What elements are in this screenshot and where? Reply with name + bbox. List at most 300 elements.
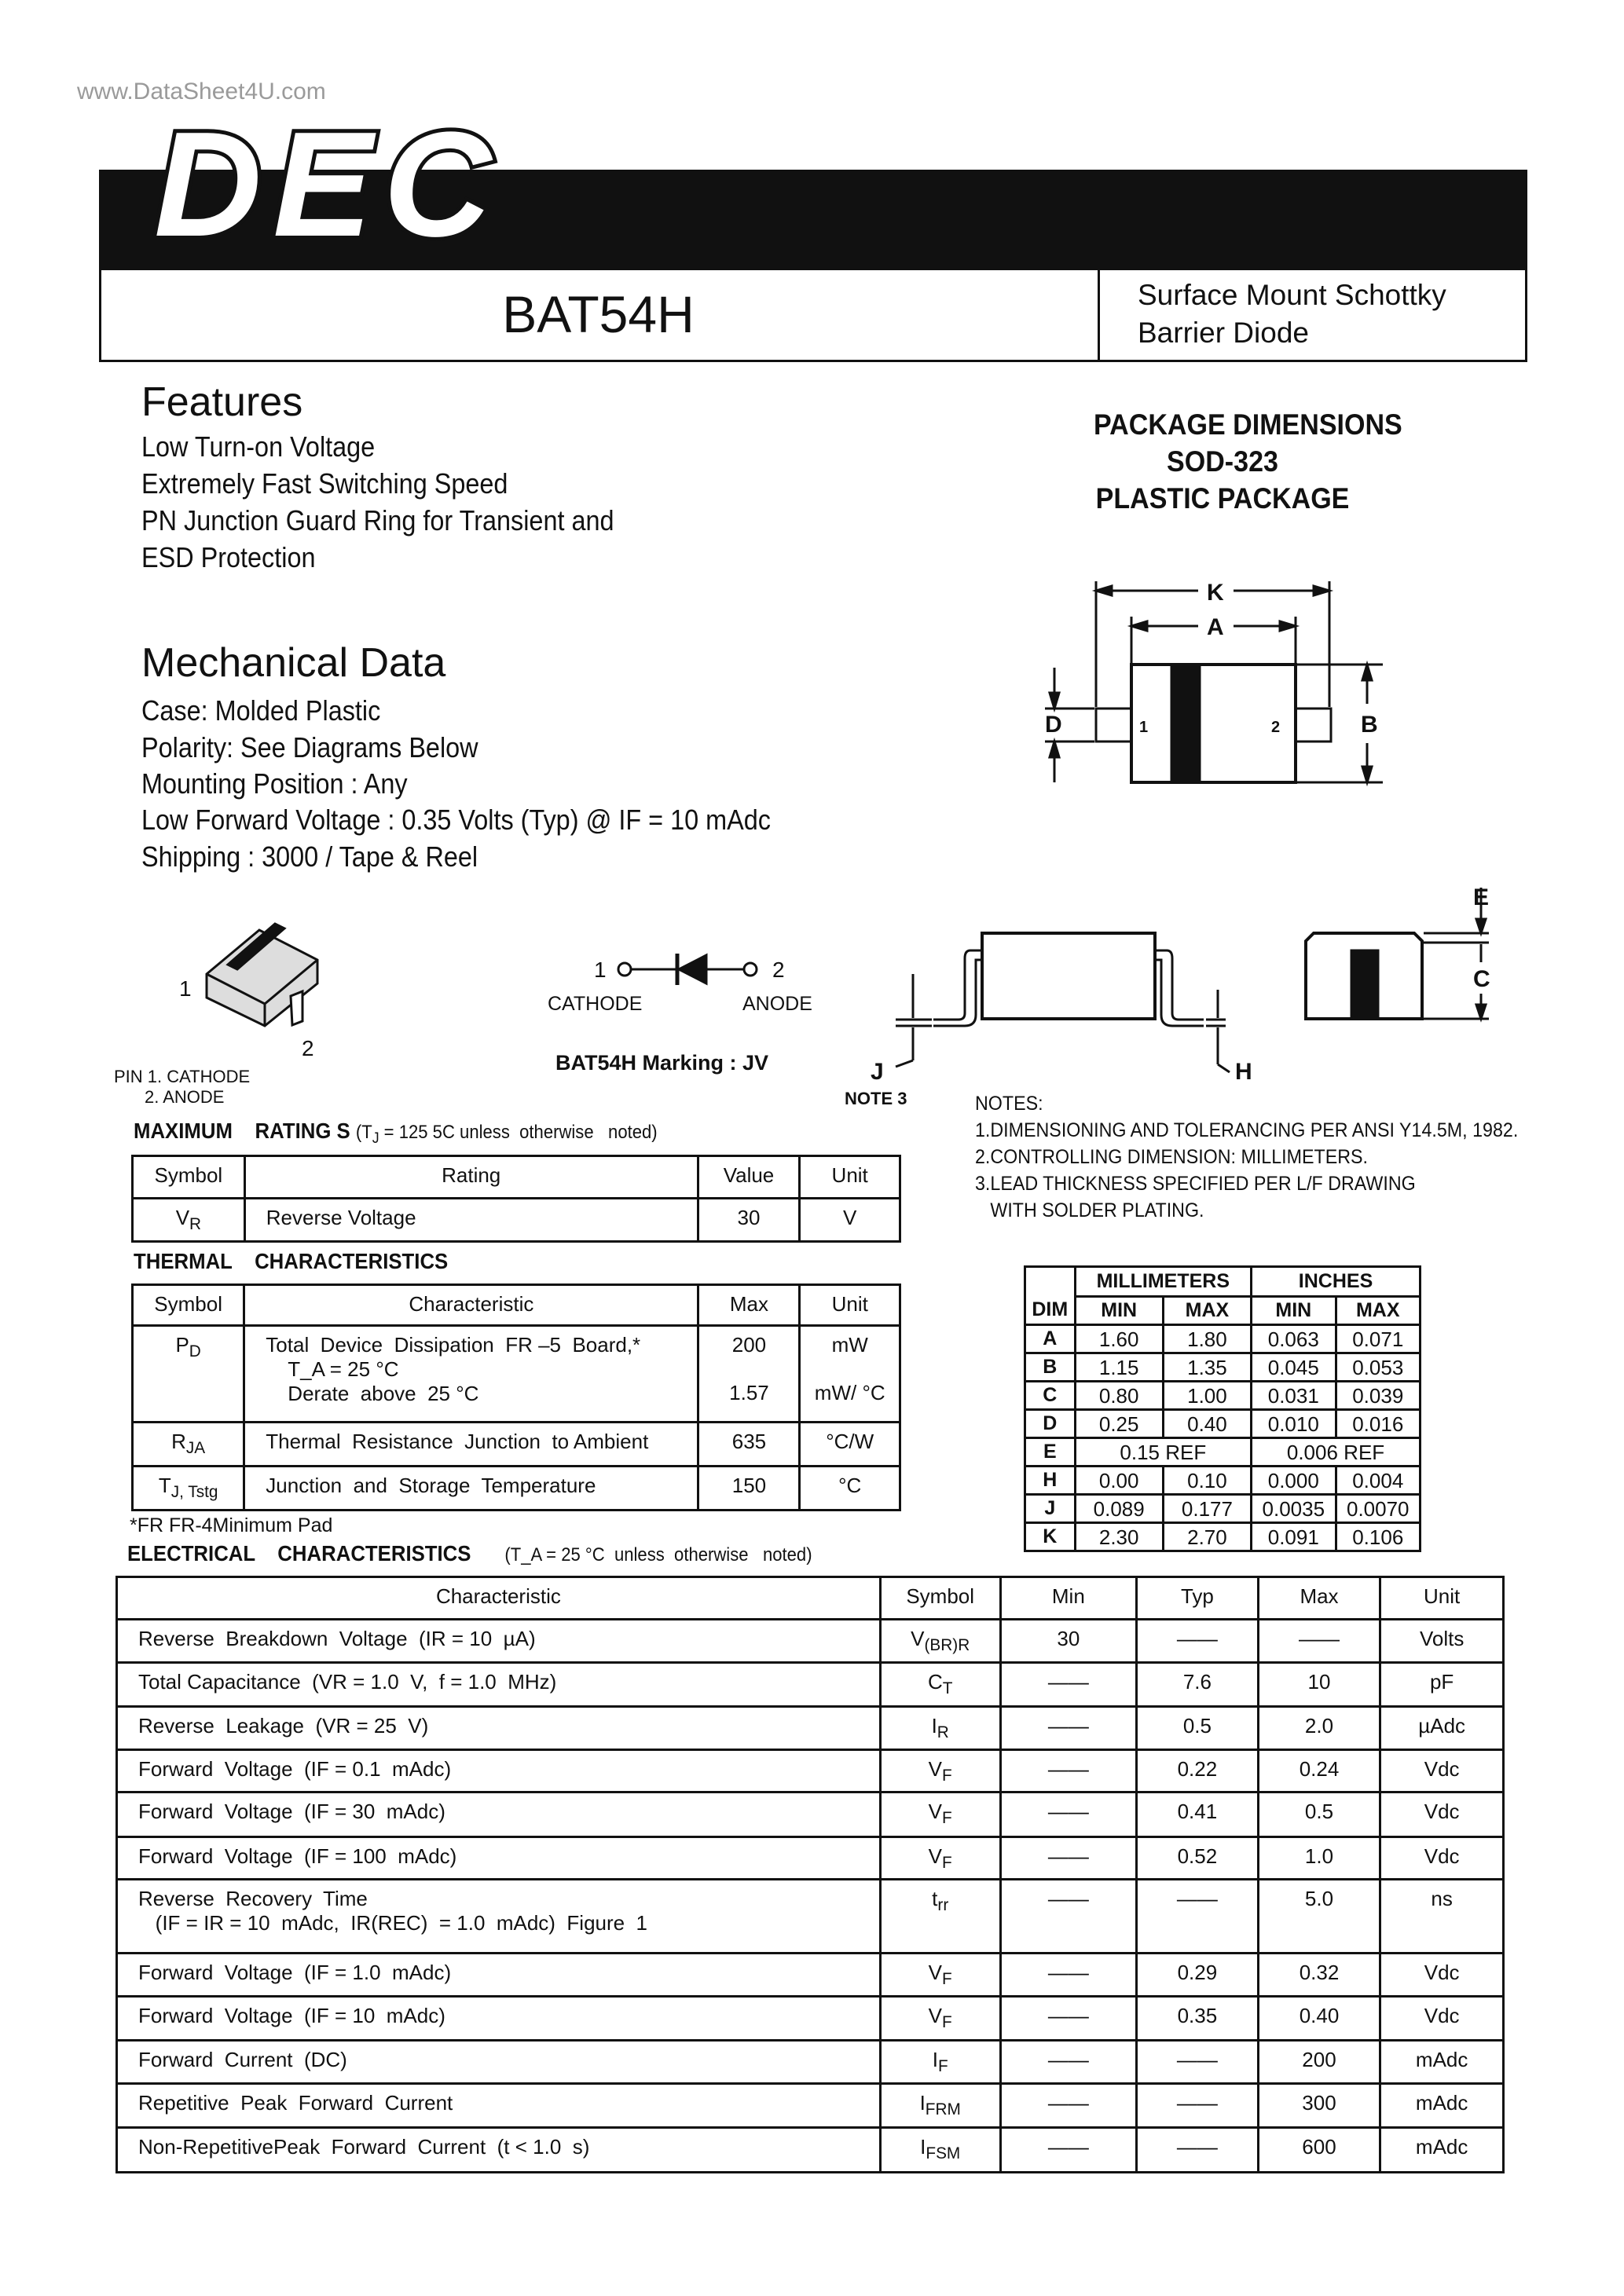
inch-min: 0.010 xyxy=(1252,1410,1336,1438)
header-row xyxy=(133,1285,900,1326)
characteristic-cell xyxy=(117,1880,881,1954)
anode-label: ANODE xyxy=(742,993,812,1015)
dim-label-c: C xyxy=(1473,966,1490,992)
column-header: Rating xyxy=(244,1156,698,1199)
package-drawings xyxy=(0,0,1624,1139)
unit-cell: mAdc xyxy=(1380,2084,1504,2128)
section-condition: (T_A = 25 °C unless otherwise noted) xyxy=(504,1544,812,1565)
unit-cell xyxy=(800,1423,900,1467)
value-cell: 30 xyxy=(698,1199,800,1242)
characteristic-line: Forward Voltage (IF = 30 mAdc) xyxy=(138,1800,445,1823)
symbol: V xyxy=(928,2004,943,2027)
inch-min: 0.045 xyxy=(1252,1353,1336,1382)
cathode-label: CATHODE xyxy=(548,993,643,1015)
mm-max: 1.80 xyxy=(1163,1325,1251,1353)
max-cell: 0.5 xyxy=(1258,1792,1380,1837)
table-row xyxy=(133,1326,900,1423)
symbol-subscript: (BR)R xyxy=(924,1636,970,1655)
electrical-heading xyxy=(127,1541,812,1566)
column-header: Symbol xyxy=(133,1285,244,1326)
symbol-subscript: JA xyxy=(185,1439,206,1458)
package-title: PACKAGE DIMENSIONS xyxy=(1094,408,1402,441)
min-cell: 30 xyxy=(1000,1620,1137,1663)
characteristic-line: Junction and Storage Temperature xyxy=(266,1474,596,1497)
marking-label: BAT54H Marking : JV xyxy=(555,1051,769,1075)
characteristic-line: Total Device Dissipation FR –5 Board,* xyxy=(266,1333,641,1357)
symbol-cell xyxy=(880,1880,1000,1954)
features-heading: Features xyxy=(141,379,303,425)
note3-label: NOTE 3 xyxy=(845,1089,907,1108)
unit-cell: Vdc xyxy=(1380,1837,1504,1880)
table-row xyxy=(117,2128,1504,2173)
dimension-row xyxy=(1025,1523,1421,1551)
group-header: INCHES xyxy=(1252,1267,1421,1297)
dim-label-d: D xyxy=(1045,712,1062,738)
min-cell: —— xyxy=(1000,2041,1137,2084)
min-cell: —— xyxy=(1000,1663,1137,1707)
thermal-table xyxy=(131,1283,901,1511)
mm-min: 0.00 xyxy=(1075,1467,1163,1495)
unit-cell: ns xyxy=(1380,1880,1504,1954)
header-row xyxy=(1025,1297,1421,1325)
max-cell: 200 xyxy=(1258,2041,1380,2084)
typ-cell: —— xyxy=(1137,2128,1259,2173)
cond-text: = 125 5C unless otherwise noted) xyxy=(379,1122,658,1143)
mechanical-item: Mounting Position : Any xyxy=(141,767,408,800)
footnote: *FR FR-4Minimum Pad xyxy=(130,1514,333,1536)
characteristic-line: Thermal Resistance Junction to Ambient xyxy=(266,1430,649,1453)
section-title: MAXIMUM RATING S xyxy=(134,1119,350,1143)
dimension-row xyxy=(1025,1410,1421,1438)
dim-letter: H xyxy=(1025,1467,1076,1495)
dim-letter: A xyxy=(1025,1325,1076,1353)
typ-cell: —— xyxy=(1137,2084,1259,2128)
column-header: DIM xyxy=(1025,1297,1076,1325)
max-cell: 5.0 xyxy=(1258,1880,1380,1954)
table-row xyxy=(117,1837,1504,1880)
dimension-row xyxy=(1025,1325,1421,1353)
max-cell: 0.40 xyxy=(1258,1997,1380,2041)
mm-max: 0.177 xyxy=(1163,1495,1251,1523)
symbol: V xyxy=(175,1206,190,1229)
package-material: PLASTIC PACKAGE xyxy=(1095,482,1350,514)
characteristic-cell xyxy=(117,2041,881,2084)
group-header-row xyxy=(1025,1267,1421,1297)
column-header: Typ xyxy=(1137,1577,1259,1620)
mechanical-heading: Mechanical Data xyxy=(141,640,446,686)
pin-label-1: 1 xyxy=(1139,719,1149,736)
mm-min: 0.80 xyxy=(1075,1382,1163,1410)
rating-cell: Reverse Voltage xyxy=(244,1199,698,1242)
min-cell: —— xyxy=(1000,2084,1137,2128)
dim-letter: B xyxy=(1025,1353,1076,1382)
symbol-subscript: F xyxy=(942,1970,952,1989)
column-header: Min xyxy=(1000,1577,1137,1620)
unit-cell: Vdc xyxy=(1380,1792,1504,1837)
note-item: 3.LEAD THICKNESS SPECIFIED PER L/F DRAWING xyxy=(975,1173,1416,1195)
cond-text: (T xyxy=(355,1122,372,1143)
column-header: Symbol xyxy=(880,1577,1000,1620)
max-cell: 10 xyxy=(1258,1663,1380,1707)
part-number: BAT54H xyxy=(502,285,695,343)
min-cell: —— xyxy=(1000,1997,1137,2041)
symbol-pin2: 2 xyxy=(772,958,785,982)
mm-max: 1.35 xyxy=(1163,1353,1251,1382)
max-cell: 0.24 xyxy=(1258,1750,1380,1792)
feature-item: Low Turn-on Voltage xyxy=(141,430,376,463)
symbol-cell xyxy=(880,1792,1000,1837)
inch-max: 0.0070 xyxy=(1336,1495,1420,1523)
unit-cell: V xyxy=(800,1199,900,1242)
table-row xyxy=(117,1880,1504,1954)
unit-value: mW/ °C xyxy=(814,1381,885,1404)
dim-label-a: A xyxy=(1207,614,1224,640)
symbol-cell xyxy=(880,1954,1000,1997)
dim-label-j: J xyxy=(871,1059,884,1085)
characteristic-cell xyxy=(117,1954,881,1997)
watermark: www.DataSheet4U.com xyxy=(77,79,326,104)
symbol-subscript: J, Tstg xyxy=(170,1483,218,1502)
notes xyxy=(975,1090,1518,1224)
min-cell: —— xyxy=(1000,1837,1137,1880)
column-header: Unit xyxy=(1380,1577,1504,1620)
top-view-drawing xyxy=(1045,581,1383,782)
dim-letter: K xyxy=(1025,1523,1076,1551)
max-value: 1.57 xyxy=(729,1381,769,1404)
cond-sub: J xyxy=(372,1130,379,1147)
typ-cell: —— xyxy=(1137,1880,1259,1954)
max-cell xyxy=(698,1326,800,1423)
subtitle-line: Barrier Diode xyxy=(1138,317,1309,349)
dim-label-e: E xyxy=(1473,884,1490,910)
characteristic-cell xyxy=(117,2128,881,2173)
typ-cell: —— xyxy=(1137,2041,1259,2084)
symbol-subscript: R xyxy=(189,1215,202,1234)
characteristic-line: Non-RepetitivePeak Forward Current (t < 1.0 s) xyxy=(138,2135,590,2159)
table-row xyxy=(117,1620,1504,1663)
symbol: V xyxy=(928,1844,943,1868)
package-type: SOD-323 xyxy=(1167,445,1278,478)
characteristic-cell xyxy=(117,2084,881,2128)
symbol-cell xyxy=(133,1326,244,1423)
unit-cell: Vdc xyxy=(1380,1750,1504,1792)
symbol-cell xyxy=(880,2128,1000,2173)
characteristic-cell xyxy=(244,1423,698,1467)
characteristic-cell xyxy=(117,1707,881,1750)
symbol-subscript: FRM xyxy=(925,2100,961,2119)
characteristic-cell xyxy=(244,1467,698,1511)
max-rating-heading xyxy=(134,1119,658,1148)
column-header: MIN xyxy=(1252,1297,1336,1325)
dim-label-k: K xyxy=(1207,580,1224,606)
column-header: Symbol xyxy=(133,1156,245,1199)
mm-max: 0.10 xyxy=(1163,1467,1251,1495)
dimensions-table xyxy=(1024,1265,1421,1552)
end-view-drawing xyxy=(1306,888,1489,1019)
min-cell: —— xyxy=(1000,1707,1137,1750)
notes-heading: NOTES: xyxy=(975,1093,1043,1115)
max-cell: 1.0 xyxy=(1258,1837,1380,1880)
mechanical-item: Low Forward Voltage : 0.35 Volts (Typ) @ IF = 10 mAdc xyxy=(141,804,771,836)
min-cell: —— xyxy=(1000,1880,1137,1954)
electrical-table xyxy=(115,1576,1505,2173)
symbol: V xyxy=(928,1961,943,1984)
symbol-cell xyxy=(880,1620,1000,1663)
characteristic-line: Total Capacitance (VR = 1.0 V, f = 1.0 MHz) xyxy=(138,1670,557,1694)
table-row xyxy=(133,1199,900,1242)
symbol-pin1: 1 xyxy=(594,958,607,982)
inch-min: 0.091 xyxy=(1252,1523,1336,1551)
inch-max: 0.004 xyxy=(1336,1467,1420,1495)
symbol-subscript: FSM xyxy=(926,2144,961,2163)
characteristic-cell xyxy=(117,1997,881,2041)
table-row xyxy=(117,2084,1504,2128)
characteristic-line: Forward Voltage (IF = 10 mAdc) xyxy=(138,2004,445,2027)
max-cell: 600 xyxy=(1258,2128,1380,2173)
symbol: V xyxy=(928,1800,943,1823)
unit-cell: Vdc xyxy=(1380,1954,1504,1997)
symbol: T xyxy=(158,1474,171,1497)
unit-cell: Volts xyxy=(1380,1620,1504,1663)
header-row xyxy=(117,1577,1504,1620)
symbol-subscript: F xyxy=(942,1854,952,1873)
typ-cell: 0.5 xyxy=(1137,1707,1259,1750)
symbol-cell xyxy=(133,1199,245,1242)
symbol-cell xyxy=(880,1707,1000,1750)
unit-cell: pF xyxy=(1380,1663,1504,1707)
pin1-desc: PIN 1. CATHODE xyxy=(114,1067,251,1086)
table-row xyxy=(117,1792,1504,1837)
note-item: 1.DIMENSIONING AND TOLERANCING PER ANSI Y14.5M, 1982. xyxy=(975,1119,1519,1141)
characteristic-line: Reverse Breakdown Voltage (IR = 10 µA) xyxy=(138,1627,536,1650)
symbol: C xyxy=(927,1670,943,1694)
symbol: V xyxy=(911,1627,925,1650)
feature-item: Extremely Fast Switching Speed xyxy=(141,467,508,500)
company-logo: DEC xyxy=(154,101,503,268)
table-row xyxy=(133,1467,900,1511)
package-3d-icon xyxy=(207,924,317,1026)
dim-label-h: H xyxy=(1235,1059,1252,1085)
column-header: Value xyxy=(698,1156,800,1199)
pin-label-2: 2 xyxy=(1271,719,1281,736)
max-cell: 300 xyxy=(1258,2084,1380,2128)
mm-min: 0.089 xyxy=(1075,1495,1163,1523)
mm-min: 2.30 xyxy=(1075,1523,1163,1551)
section-title: ELECTRICAL CHARACTERISTICS xyxy=(127,1541,471,1565)
typ-cell: 0.35 xyxy=(1137,1997,1259,2041)
typ-cell: —— xyxy=(1137,1620,1259,1663)
unit-cell xyxy=(800,1467,900,1511)
typ-cell: 7.6 xyxy=(1137,1663,1259,1707)
unit-value xyxy=(801,1357,899,1381)
inch-max: 0.039 xyxy=(1336,1382,1420,1410)
note-item: WITH SOLDER PLATING. xyxy=(975,1199,1204,1221)
column-header: MAX xyxy=(1163,1297,1251,1325)
table-row xyxy=(117,1997,1504,2041)
table-row xyxy=(117,1750,1504,1792)
max-cell: 0.32 xyxy=(1258,1954,1380,1997)
dim-letter: E xyxy=(1025,1438,1076,1467)
max-value: 200 xyxy=(731,1333,767,1357)
characteristic-line: Repetitive Peak Forward Current xyxy=(138,2091,453,2115)
mm-max: 2.70 xyxy=(1163,1523,1251,1551)
characteristic-cell xyxy=(117,1663,881,1707)
max-value xyxy=(699,1357,798,1381)
table-row xyxy=(117,1663,1504,1707)
max-value: 150 xyxy=(731,1474,767,1497)
thermal-heading: THERMAL CHARACTERISTICS xyxy=(134,1249,449,1273)
table-row xyxy=(117,2041,1504,2084)
column-header: MIN xyxy=(1075,1297,1163,1325)
typ-cell: 0.52 xyxy=(1137,1837,1259,1880)
characteristic-line: Reverse Recovery Time xyxy=(138,1887,368,1910)
dim-letter: C xyxy=(1025,1382,1076,1410)
characteristic-line: Forward Voltage (IF = 0.1 mAdc) xyxy=(138,1757,452,1781)
symbol: I xyxy=(932,2048,938,2071)
characteristic-line: (IF = IR = 10 mAdc, IR(REC) = 1.0 mAdc) Figure 1 xyxy=(138,1911,648,1935)
dimension-row xyxy=(1025,1495,1421,1523)
dimension-row xyxy=(1025,1467,1421,1495)
feature-item: PN Junction Guard Ring for Transient and xyxy=(141,504,614,536)
min-cell: —— xyxy=(1000,1954,1137,1997)
column-header: Unit xyxy=(800,1285,900,1326)
column-header: Characteristic xyxy=(244,1285,698,1326)
unit-value: mW xyxy=(831,1333,868,1357)
mm-max: 1.00 xyxy=(1163,1382,1251,1410)
symbol-subscript: D xyxy=(189,1342,201,1361)
dim-letter: D xyxy=(1025,1410,1076,1438)
inch-min: 0.063 xyxy=(1252,1325,1336,1353)
symbol: t xyxy=(932,1887,938,1910)
column-header: Characteristic xyxy=(117,1577,881,1620)
dim-letter: J xyxy=(1025,1495,1076,1523)
column-header: MAX xyxy=(1336,1297,1420,1325)
mm-min: 0.25 xyxy=(1075,1410,1163,1438)
symbol-subscript: F xyxy=(942,1767,952,1785)
symbol: R xyxy=(171,1430,186,1453)
characteristic-cell xyxy=(117,1837,881,1880)
pin2-desc: 2. ANODE xyxy=(145,1087,225,1107)
header-row xyxy=(133,1156,900,1199)
pkg-pin2-label: 2 xyxy=(302,1036,314,1060)
characteristic-cell xyxy=(244,1326,698,1423)
symbol-cell xyxy=(880,2084,1000,2128)
note-item: 2.CONTROLLING DIMENSION: MILLIMETERS. xyxy=(975,1146,1368,1168)
inch-min: 0.031 xyxy=(1252,1382,1336,1410)
symbol: V xyxy=(928,1757,943,1781)
characteristic-line: Forward Voltage (IF = 100 mAdc) xyxy=(138,1844,457,1868)
section-condition xyxy=(355,1122,658,1147)
typ-cell: 0.22 xyxy=(1137,1750,1259,1792)
mechanical-item: Case: Molded Plastic xyxy=(141,694,381,727)
symbol-cell xyxy=(880,1837,1000,1880)
dimension-row xyxy=(1025,1382,1421,1410)
diode-symbol-icon xyxy=(618,954,757,985)
typ-cell: 0.41 xyxy=(1137,1792,1259,1837)
table-row xyxy=(133,1423,900,1467)
dimension-row xyxy=(1025,1353,1421,1382)
inch-min: 0.0035 xyxy=(1252,1495,1336,1523)
symbol-cell xyxy=(880,1663,1000,1707)
max-value: 635 xyxy=(731,1430,767,1453)
max-cell: —— xyxy=(1258,1620,1380,1663)
table-row xyxy=(117,1954,1504,1997)
inch-max: 0.016 xyxy=(1336,1410,1420,1438)
characteristic-line: Forward Voltage (IF = 1.0 mAdc) xyxy=(138,1961,452,1984)
blank-header xyxy=(1025,1267,1076,1297)
inch-max: 0.053 xyxy=(1336,1353,1420,1382)
unit-cell: mAdc xyxy=(1380,2041,1504,2084)
characteristic-line: T_A = 25 °C xyxy=(288,1357,399,1381)
dimension-row xyxy=(1025,1438,1421,1467)
characteristic-cell xyxy=(117,1620,881,1663)
column-header: Max xyxy=(698,1285,800,1326)
feature-item: ESD Protection xyxy=(141,541,316,573)
mm-max: 0.40 xyxy=(1163,1410,1251,1438)
typ-cell: 0.29 xyxy=(1137,1954,1259,1997)
symbol-subscript: T xyxy=(942,1679,953,1698)
characteristic-cell xyxy=(117,1792,881,1837)
inch-max: 0.106 xyxy=(1336,1523,1420,1551)
symbol: I xyxy=(931,1714,937,1738)
mechanical-item: Shipping : 3000 / Tape & Reel xyxy=(141,840,478,873)
symbol-subscript: F xyxy=(942,1809,952,1828)
symbol-cell xyxy=(880,2041,1000,2084)
symbol-subscript: R xyxy=(937,1723,949,1742)
symbol: P xyxy=(175,1333,189,1357)
min-cell: —— xyxy=(1000,1792,1137,1837)
unit-cell xyxy=(800,1326,900,1423)
characteristic-cell xyxy=(117,1750,881,1792)
mm-ref: 0.15 REF xyxy=(1075,1438,1252,1467)
symbol-subscript: rr xyxy=(937,1896,949,1915)
characteristic-line: Forward Current (DC) xyxy=(138,2048,347,2071)
characteristic-line: Reverse Leakage (VR = 25 V) xyxy=(138,1714,429,1738)
characteristic-line: Derate above 25 °C xyxy=(288,1382,479,1405)
min-cell: —— xyxy=(1000,1750,1137,1792)
side-view-drawing xyxy=(896,933,1230,1072)
column-header: Unit xyxy=(800,1156,900,1199)
symbol-subscript: F xyxy=(937,2057,948,2076)
mm-min: 1.60 xyxy=(1075,1325,1163,1353)
symbol: I xyxy=(919,2091,926,2115)
group-header: MILLIMETERS xyxy=(1075,1267,1252,1297)
symbol-cell xyxy=(133,1423,244,1467)
mechanical-item: Polarity: See Diagrams Below xyxy=(141,731,478,764)
min-cell: —— xyxy=(1000,2128,1137,2173)
inch-min: 0.000 xyxy=(1252,1467,1336,1495)
column-header: Max xyxy=(1258,1577,1380,1620)
unit-cell: mAdc xyxy=(1380,2128,1504,2173)
inch-max: 0.071 xyxy=(1336,1325,1420,1353)
unit-cell: Vdc xyxy=(1380,1997,1504,2041)
inch-ref: 0.006 REF xyxy=(1252,1438,1421,1467)
max-cell xyxy=(698,1467,800,1511)
unit-cell: µAdc xyxy=(1380,1707,1504,1750)
symbol-cell xyxy=(880,1750,1000,1792)
unit-value: °C xyxy=(838,1474,862,1497)
subtitle-line: Surface Mount Schottky xyxy=(1138,279,1446,311)
max-cell xyxy=(698,1423,800,1467)
symbol-subscript: F xyxy=(942,2013,952,2032)
symbol: I xyxy=(920,2135,926,2159)
max-cell: 2.0 xyxy=(1258,1707,1380,1750)
max-rating-table xyxy=(131,1155,901,1243)
unit-value: °C/W xyxy=(826,1430,874,1453)
symbol-cell xyxy=(133,1467,244,1511)
pkg-pin1-label: 1 xyxy=(179,976,192,1001)
mm-min: 1.15 xyxy=(1075,1353,1163,1382)
